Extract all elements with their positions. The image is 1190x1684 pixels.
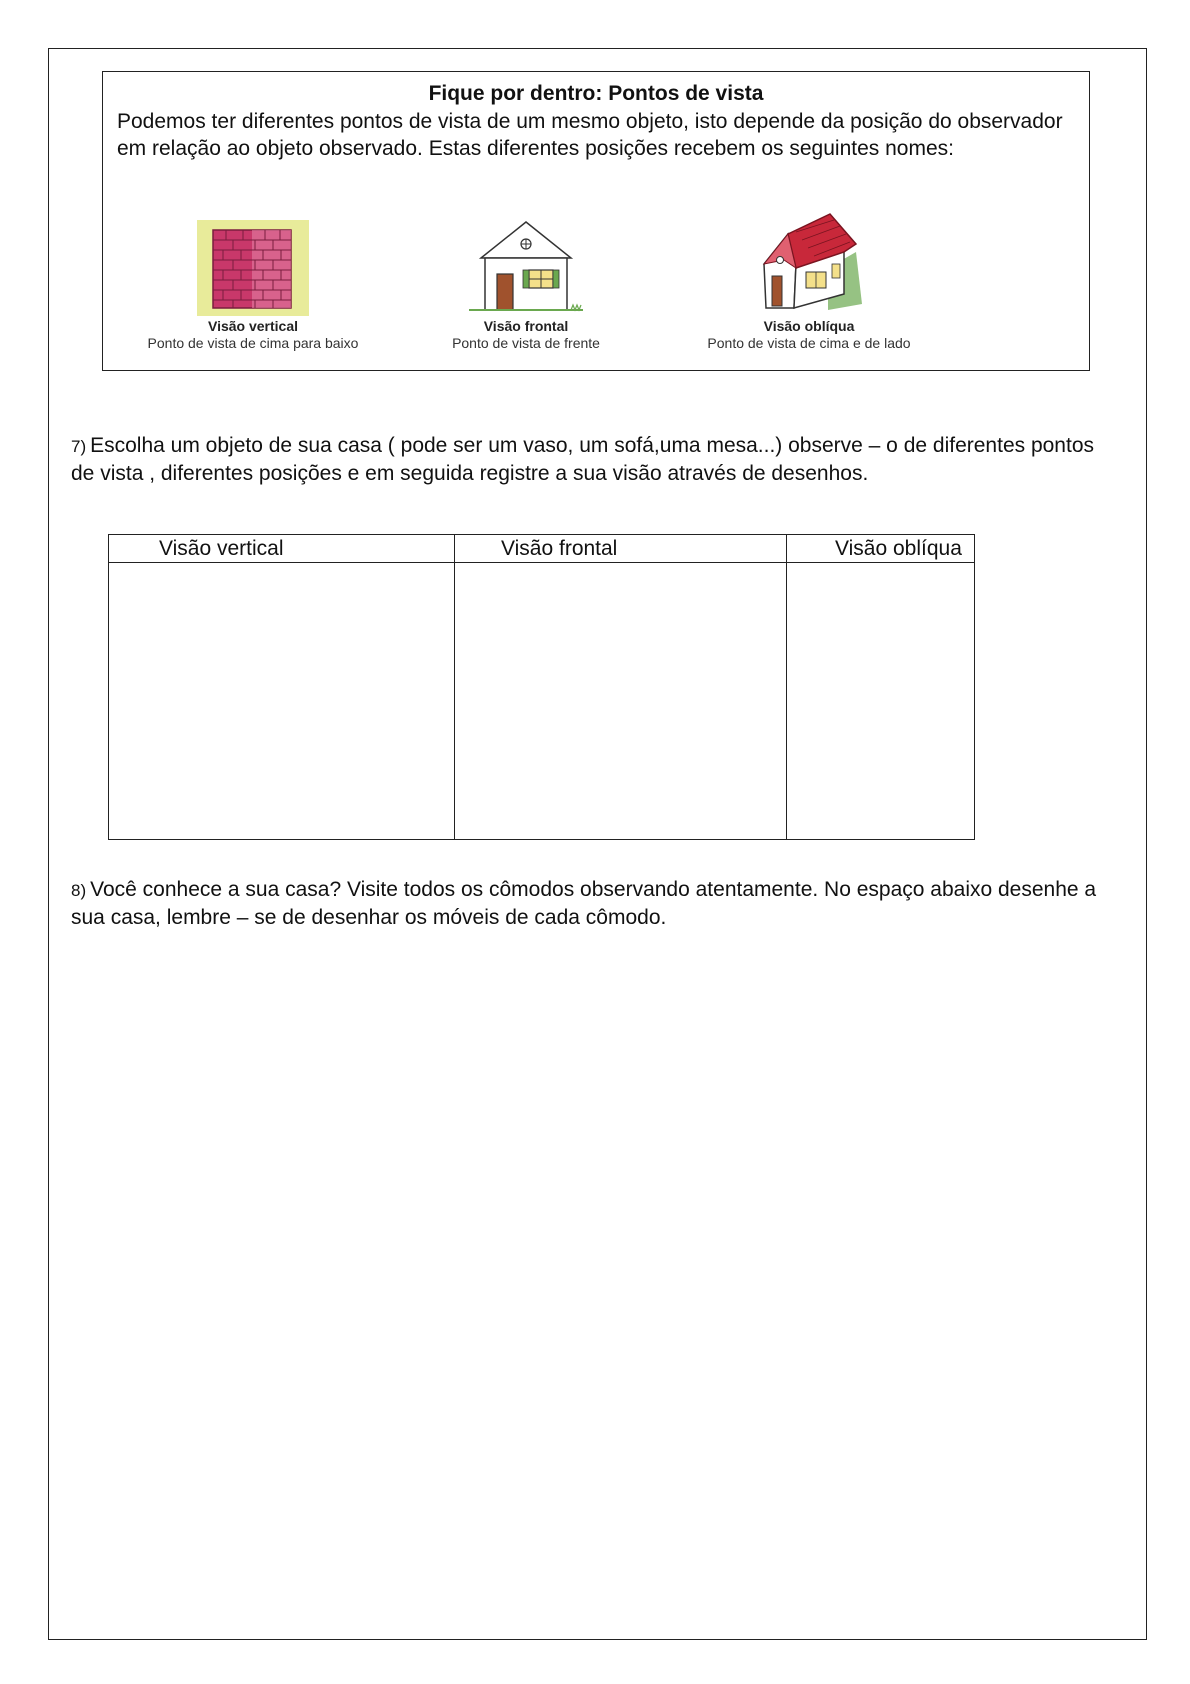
frontal-view-illustration	[461, 218, 591, 318]
question-7-text: Escolha um objeto de sua casa ( pode ser um vaso, um sofá,uma mesa...) observe – o de diferentes pontos de vista , diferentes posições e em seguida registre a sua visão através de desenhos.	[71, 434, 1095, 485]
question-7	[71, 432, 1121, 487]
view-frontal-desc: Ponto de vista de frente	[452, 335, 600, 351]
view-obliqua-name: Visão oblíqua	[763, 318, 855, 334]
header-visao-obliqua: Visão oblíqua	[787, 535, 975, 563]
question-8-number: 8)	[71, 881, 87, 900]
view-frontal-name: Visão frontal	[483, 318, 569, 334]
drawing-table-header	[109, 535, 975, 563]
draw-cell-frontal[interactable]	[455, 563, 787, 840]
view-obliqua	[679, 208, 939, 351]
house-drawing-area[interactable]	[60, 940, 1130, 1630]
draw-cell-obliqua[interactable]	[787, 563, 975, 840]
oblique-view-illustration	[744, 208, 874, 318]
header-visao-vertical: Visão vertical	[109, 535, 455, 563]
question-7-number: 7)	[71, 437, 87, 456]
vertical-view-illustration	[193, 218, 313, 318]
drawing-table	[108, 534, 975, 840]
view-frontal	[396, 208, 656, 351]
header-visao-frontal: Visão frontal	[455, 535, 787, 563]
views-row	[103, 208, 1089, 368]
drawing-table-row	[109, 563, 975, 840]
question-8	[71, 876, 1121, 931]
info-box	[102, 71, 1090, 371]
view-vertical-name: Visão vertical	[207, 318, 299, 334]
info-title: Fique por dentro: Pontos de vista	[428, 82, 764, 105]
view-vertical-desc: Ponto de vista de cima para baixo	[147, 335, 359, 351]
view-vertical	[123, 208, 383, 351]
question-8-text: Você conhece a sua casa? Visite todos os cômodos observando atentamente. No espaço abaixo desenhe a sua casa, lembre – se de desenhar os móveis de cada cômodo.	[71, 878, 1097, 929]
view-obliqua-desc: Ponto de vista de cima e de lado	[707, 335, 911, 351]
draw-cell-vertical[interactable]	[109, 563, 455, 840]
info-text: Podemos ter diferentes pontos de vista de um mesmo objeto, isto depende da posição do observador em relação ao objeto observado. Estas diferentes posições recebem os seguintes nomes:	[117, 110, 1063, 160]
